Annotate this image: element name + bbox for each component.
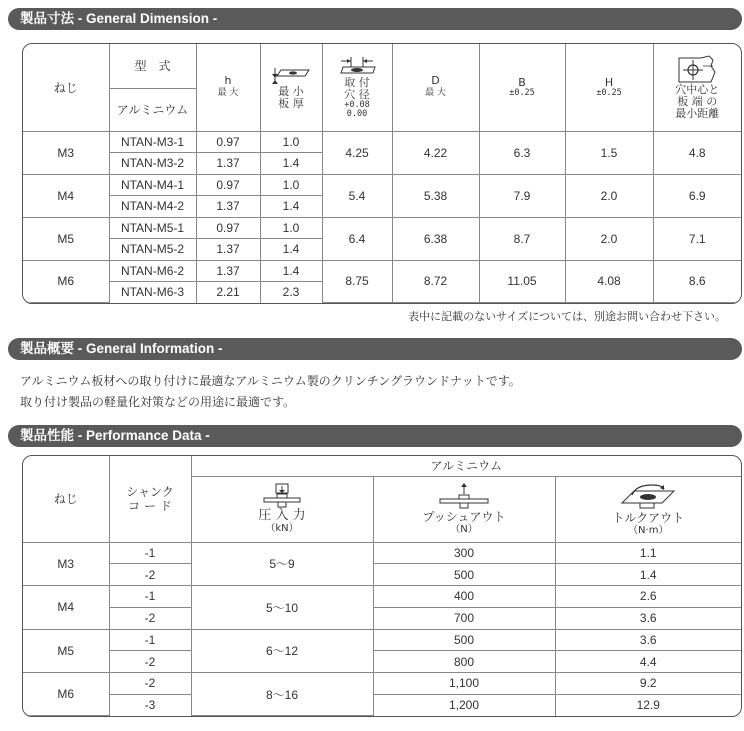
h-cell: 0.97 <box>196 174 260 196</box>
torque-cell: 12.9 <box>555 694 741 715</box>
shank-code-cell: -2 <box>109 651 191 673</box>
shank-code-cell: -1 <box>109 542 191 564</box>
section-bar-information <box>8 338 742 360</box>
perf-header-push <box>373 476 555 542</box>
push-cell: 700 <box>373 607 555 629</box>
section-title-jp: 製品性能 <box>20 428 74 444</box>
plate-cell: 1.4 <box>260 196 322 218</box>
perf-thread-cell: M4 <box>23 586 109 630</box>
section-title-en: - General Dimension - <box>74 11 218 26</box>
torque-cell: 2.6 <box>555 586 741 608</box>
header-type: 型 式 <box>109 44 196 88</box>
perf-header-thread: ねじ <box>23 456 109 542</box>
press-cell: 5～10 <box>191 586 373 630</box>
section-bar-performance <box>8 425 742 447</box>
H-cell: 2.0 <box>565 217 653 260</box>
edge-cell: 4.8 <box>653 131 741 174</box>
header-D-sub: 最 大 <box>425 88 446 99</box>
perf-header-press-label: 圧 入 力 <box>258 508 306 523</box>
header-edge-l3: 最小距離 <box>675 107 720 121</box>
model-cell: NTAN-M5-1 <box>109 217 196 239</box>
dimension-table <box>23 44 741 303</box>
hole-cell: 8.75 <box>322 260 392 302</box>
H-cell: 1.5 <box>565 131 653 174</box>
D-cell: 6.38 <box>392 217 479 260</box>
perf-header-shank <box>109 456 191 542</box>
header-B-sub: ±0.25 <box>509 87 535 98</box>
D-cell: 5.38 <box>392 174 479 217</box>
thread-cell: M4 <box>23 174 109 217</box>
shank-code-cell: -2 <box>109 607 191 629</box>
model-cell: NTAN-M5-2 <box>109 239 196 261</box>
header-hole-l2: 穴 径 <box>344 88 370 102</box>
edge-cell: 7.1 <box>653 217 741 260</box>
header-B-label: B <box>518 75 526 89</box>
D-cell: 8.72 <box>392 260 479 302</box>
header-edge-l2: 板 端 の <box>677 95 718 109</box>
B-cell: 8.7 <box>479 217 565 260</box>
h-cell: 0.97 <box>196 217 260 239</box>
header-min-plate-l2: 板 厚 <box>278 97 304 111</box>
dimension-table-panel <box>22 43 742 304</box>
push-cell: 500 <box>373 629 555 651</box>
edge-cell: 8.6 <box>653 260 741 302</box>
header-min-plate-l1: 最 小 <box>278 85 304 99</box>
press-cell: 5～9 <box>191 542 373 586</box>
torque-cell: 4.4 <box>555 651 741 673</box>
header-H <box>565 44 653 131</box>
perf-header-shank-l1: シャンク <box>126 484 174 499</box>
plate-cell: 1.0 <box>260 217 322 239</box>
torque-cell: 3.6 <box>555 607 741 629</box>
model-cell: NTAN-M3-1 <box>109 131 196 153</box>
perf-header-material: アルミニウム <box>191 456 741 476</box>
torque-cell: 1.1 <box>555 542 741 564</box>
h-cell: 0.97 <box>196 131 260 153</box>
hole-cell: 4.25 <box>322 131 392 174</box>
performance-table-panel <box>22 455 742 717</box>
perf-header-push-unit: （N） <box>450 524 478 535</box>
header-min-plate <box>260 44 322 131</box>
perf-header-push-label: プッシュアウト <box>422 510 506 524</box>
header-h-sub: 最 大 <box>217 88 239 99</box>
section-title-en: - General Information - <box>74 341 223 356</box>
perf-thread-cell: M5 <box>23 629 109 673</box>
header-D <box>392 44 479 131</box>
push-out-icon <box>434 482 494 510</box>
header-H-sub: ±0.25 <box>596 87 622 98</box>
h-cell: 1.37 <box>196 153 260 175</box>
dimension-note: 表中に記載のないサイズについては、別途お問い合わせ下さい。 <box>408 310 726 323</box>
torque-cell: 1.4 <box>555 564 741 586</box>
header-B <box>479 44 565 131</box>
header-h-label: h <box>224 74 232 88</box>
perf-header-press-unit: （kN） <box>265 523 299 534</box>
header-hole-tol2: 0.00 <box>346 109 368 120</box>
press-force-icon <box>260 483 304 509</box>
shank-code-cell: -2 <box>109 673 191 695</box>
section-title-en: - Performance Data - <box>74 428 210 443</box>
section-bar-dimension <box>8 8 742 30</box>
header-hole-tol1: +0.08 <box>344 100 370 111</box>
perf-header-press <box>191 476 373 542</box>
header-hole <box>322 44 392 131</box>
plate-cell: 1.4 <box>260 153 322 175</box>
perf-thread-cell: M3 <box>23 542 109 586</box>
header-hole-l1: 取 付 <box>344 76 370 90</box>
perf-thread-cell: M6 <box>23 673 109 716</box>
H-cell: 2.0 <box>565 174 653 217</box>
hole-cell: 5.4 <box>322 174 392 217</box>
header-material: アルミニウム <box>109 88 196 131</box>
h-cell: 1.37 <box>196 196 260 218</box>
push-cell: 800 <box>373 651 555 673</box>
D-cell: 4.22 <box>392 131 479 174</box>
plate-thickness-icon <box>271 64 311 86</box>
B-cell: 11.05 <box>479 260 565 302</box>
push-cell: 1,100 <box>373 673 555 695</box>
B-cell: 6.3 <box>479 131 565 174</box>
push-cell: 500 <box>373 564 555 586</box>
hole-cell: 6.4 <box>322 217 392 260</box>
model-cell: NTAN-M3-2 <box>109 153 196 175</box>
model-cell: NTAN-M4-1 <box>109 174 196 196</box>
press-cell: 6～12 <box>191 629 373 673</box>
torque-cell: 9.2 <box>555 673 741 695</box>
plate-cell: 1.0 <box>260 174 322 196</box>
section-title-jp: 製品概要 <box>20 341 74 357</box>
thread-cell: M6 <box>23 260 109 302</box>
plate-cell: 1.0 <box>260 131 322 153</box>
model-cell: NTAN-M6-2 <box>109 260 196 282</box>
torque-out-icon <box>618 481 678 511</box>
info-line-2: 取り付け製品の軽量化対策などの用途に最適です。 <box>20 395 296 409</box>
perf-header-torque-unit: （N·m） <box>628 525 669 536</box>
plate-cell: 2.3 <box>260 282 322 303</box>
push-cell: 400 <box>373 586 555 608</box>
header-thread: ねじ <box>23 44 109 131</box>
shank-code-cell: -2 <box>109 564 191 586</box>
thread-cell: M5 <box>23 217 109 260</box>
header-h <box>196 44 260 131</box>
torque-cell: 3.6 <box>555 629 741 651</box>
model-cell: NTAN-M6-3 <box>109 282 196 303</box>
model-cell: NTAN-M4-2 <box>109 196 196 218</box>
info-line-1: アルミニウム板材への取り付けに最適なアルミニウム製のクリンチングラウンドナットです。 <box>20 374 521 388</box>
B-cell: 7.9 <box>479 174 565 217</box>
edge-cell: 6.9 <box>653 174 741 217</box>
shank-code-cell: -3 <box>109 694 191 715</box>
header-edge-distance <box>653 44 741 131</box>
performance-table <box>23 456 741 716</box>
press-cell: 8～16 <box>191 673 373 716</box>
perf-header-torque-label: トルクアウト <box>612 511 685 525</box>
h-cell: 2.21 <box>196 282 260 303</box>
shank-code-cell: -1 <box>109 586 191 608</box>
hole-diameter-icon <box>337 55 377 77</box>
header-edge-l1: 穴中心と <box>675 83 720 97</box>
section-title-jp: 製品寸法 <box>20 11 74 27</box>
H-cell: 4.08 <box>565 260 653 302</box>
plate-cell: 1.4 <box>260 239 322 261</box>
thread-cell: M3 <box>23 131 109 174</box>
perf-header-shank-l2: コ ー ド <box>128 498 172 513</box>
perf-header-torque <box>555 476 741 542</box>
header-H-label: H <box>604 75 614 89</box>
h-cell: 1.37 <box>196 239 260 261</box>
plate-cell: 1.4 <box>260 260 322 282</box>
shank-code-cell: -1 <box>109 629 191 651</box>
push-cell: 1,200 <box>373 694 555 715</box>
h-cell: 1.37 <box>196 260 260 282</box>
push-cell: 300 <box>373 542 555 564</box>
header-D-label: D <box>431 74 440 88</box>
edge-distance-icon <box>673 54 721 84</box>
